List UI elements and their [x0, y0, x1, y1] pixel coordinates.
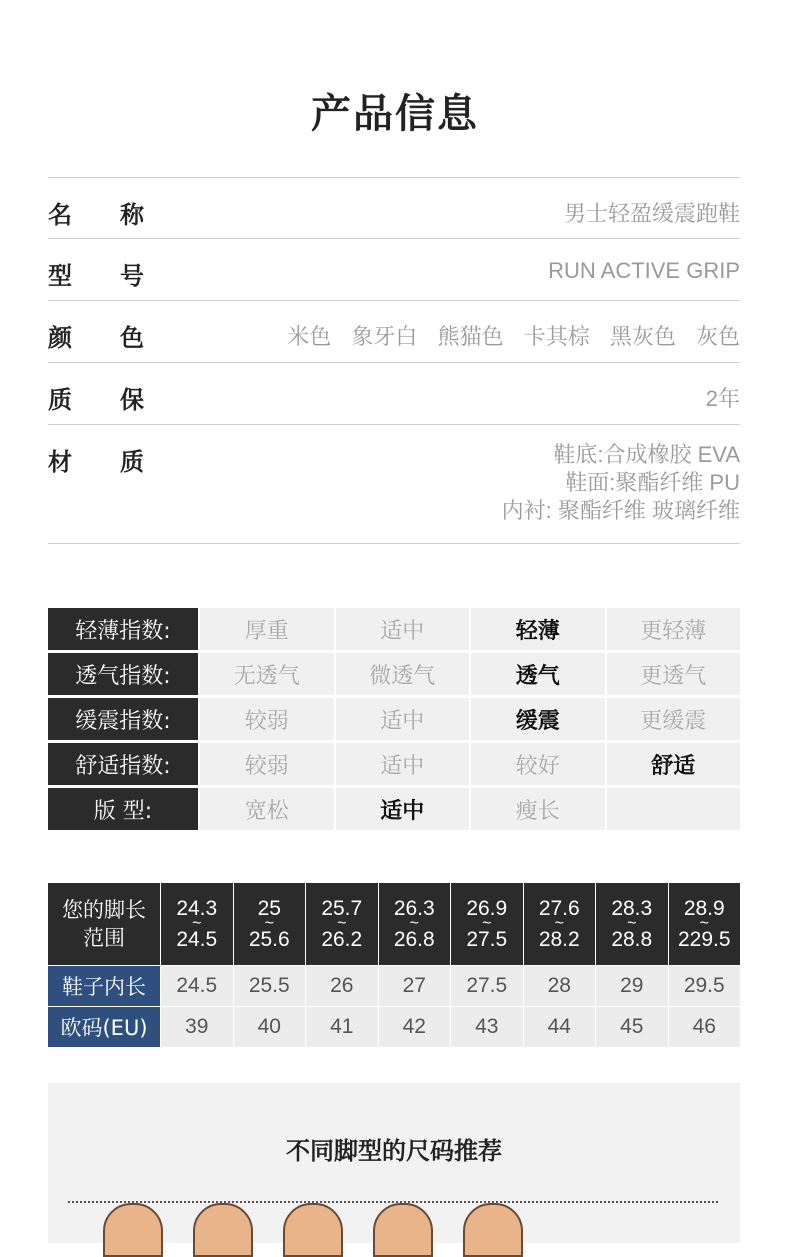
material-line: 鞋底:合成橡胶 EVA — [553, 442, 740, 467]
inner-length-cell: 26 — [306, 966, 378, 1006]
range-min: 26.3 — [393, 897, 435, 920]
range-tilde: ~ — [554, 915, 564, 932]
foot-illustration-icon — [283, 1203, 343, 1257]
info-label-warranty — [48, 363, 144, 424]
range-max: 27.5 — [466, 928, 508, 951]
range-max: 25.6 — [248, 928, 290, 951]
inner-length-cell: 29.5 — [669, 966, 741, 1006]
foot-range-cell — [451, 883, 523, 965]
info-row-warranty — [48, 362, 740, 424]
index-header: 缓震指数: — [48, 698, 198, 740]
inner-length-cell: 24.5 — [161, 966, 233, 1006]
range-max: 26.8 — [393, 928, 435, 951]
label-char: 保 — [120, 386, 144, 414]
label-char: 名 — [48, 201, 72, 229]
color-option: 熊猫色 — [437, 324, 504, 349]
range-min: 27.6 — [538, 897, 580, 920]
header-line: 范围 — [83, 926, 125, 950]
eu-size-cell: 39 — [161, 1007, 233, 1047]
index-header: 版 型: — [48, 788, 198, 830]
index-cell-empty — [607, 788, 741, 830]
info-row-model — [48, 238, 740, 300]
index-cell-selected: 透气 — [471, 653, 605, 695]
index-cell: 更透气 — [607, 653, 741, 695]
foot-illustration-icon — [193, 1203, 253, 1257]
product-name-value: 男士轻盈缓震跑鞋 — [563, 201, 740, 226]
index-row-cushioning — [48, 698, 740, 740]
material-line: 内衬: 聚酯纤维 玻璃纤维 — [501, 498, 740, 523]
index-cell: 宽松 — [200, 788, 334, 830]
recommendation-title: 不同脚型的尺码推荐 — [286, 1137, 502, 1165]
index-cell: 无透气 — [200, 653, 334, 695]
range-tilde: ~ — [699, 915, 709, 932]
eu-size-cell: 41 — [306, 1007, 378, 1047]
foot-range-cell — [161, 883, 233, 965]
range-tilde: ~ — [264, 915, 274, 932]
page-title: 产品信息 — [311, 91, 479, 137]
index-header: 透气指数: — [48, 653, 198, 695]
size-chart — [48, 883, 740, 1047]
inner-length-cell: 27.5 — [451, 966, 523, 1006]
color-values — [273, 301, 740, 362]
range-tilde: ~ — [482, 915, 492, 932]
index-cell-selected: 舒适 — [607, 743, 741, 785]
range-min: 26.9 — [466, 897, 508, 920]
range-min: 24.3 — [176, 897, 218, 920]
inner-length-cell: 25.5 — [234, 966, 306, 1006]
range-min: 28.9 — [683, 897, 725, 920]
index-cell: 较弱 — [200, 743, 334, 785]
foot-range-cell — [669, 883, 741, 965]
color-option: 灰色 — [695, 324, 740, 349]
inner-length-cell: 28 — [524, 966, 596, 1006]
foot-length-header — [48, 883, 160, 965]
range-max: 229.5 — [677, 928, 731, 951]
range-tilde: ~ — [409, 915, 419, 932]
index-cell: 适中 — [336, 608, 470, 650]
label-char: 材 — [48, 448, 72, 476]
eu-size-header: 欧码(EU) — [48, 1007, 160, 1047]
foot-range-cell — [306, 883, 378, 965]
index-cell: 更轻薄 — [607, 608, 741, 650]
dotted-baseline — [68, 1201, 718, 1203]
range-tilde: ~ — [192, 915, 202, 932]
inner-length-cell: 29 — [596, 966, 668, 1006]
info-label-model — [48, 239, 144, 300]
range-min: 25.7 — [321, 897, 363, 920]
foot-range-cell — [234, 883, 306, 965]
material-line: 鞋面:聚酯纤维 PU — [565, 470, 740, 495]
info-label-material — [48, 425, 144, 543]
foot-range-cell — [596, 883, 668, 965]
label-char: 质 — [120, 448, 144, 476]
material-values — [502, 425, 740, 543]
eu-size-cell: 40 — [234, 1007, 306, 1047]
info-label-name — [48, 178, 144, 238]
range-tilde: ~ — [337, 915, 347, 932]
size-recommendation-panel — [48, 1083, 740, 1243]
size-row-inner-length — [48, 966, 740, 1006]
label-char: 色 — [120, 324, 144, 352]
range-tilde: ~ — [627, 915, 637, 932]
index-cell-selected: 轻薄 — [471, 608, 605, 650]
range-max: 28.2 — [538, 928, 580, 951]
range-max: 24.5 — [176, 928, 218, 951]
product-info-table — [48, 177, 740, 544]
eu-size-cell: 42 — [379, 1007, 451, 1047]
inner-length-header: 鞋子内长 — [48, 966, 160, 1006]
range-min: 25 — [257, 897, 281, 920]
color-option: 黑灰色 — [609, 324, 676, 349]
foot-illustration-icon — [103, 1203, 163, 1257]
index-cell: 厚重 — [200, 608, 334, 650]
label-char: 称 — [120, 201, 144, 229]
info-row-material — [48, 424, 740, 544]
size-row-eu — [48, 1007, 740, 1047]
range-max: 28.8 — [611, 928, 653, 951]
inner-length-cell: 27 — [379, 966, 451, 1006]
label-char: 型 — [48, 262, 72, 290]
color-option: 卡其棕 — [523, 324, 590, 349]
foot-illustration-icon — [373, 1203, 433, 1257]
color-option: 象牙白 — [351, 324, 418, 349]
foot-range-cell — [379, 883, 451, 965]
index-row-breathability — [48, 653, 740, 695]
warranty-value: 2年 — [705, 386, 740, 411]
info-label-color — [48, 301, 144, 362]
index-cell: 更缓震 — [607, 698, 741, 740]
index-row-fit — [48, 788, 740, 830]
index-cell: 较弱 — [200, 698, 334, 740]
range-min: 28.3 — [611, 897, 653, 920]
index-cell: 较好 — [471, 743, 605, 785]
size-row-foot-length — [48, 883, 740, 965]
index-header: 轻薄指数: — [48, 608, 198, 650]
index-row-comfort — [48, 743, 740, 785]
index-header: 舒适指数: — [48, 743, 198, 785]
index-cell: 适中 — [336, 743, 470, 785]
foot-illustration-icon — [463, 1203, 523, 1257]
eu-size-cell: 44 — [524, 1007, 596, 1047]
eu-size-cell: 45 — [596, 1007, 668, 1047]
label-char: 质 — [48, 386, 72, 414]
info-row-name — [48, 177, 740, 238]
color-option: 米色 — [287, 324, 332, 349]
eu-size-cell: 46 — [669, 1007, 741, 1047]
label-char: 颜 — [48, 324, 72, 352]
label-char: 号 — [120, 262, 144, 290]
index-cell: 微透气 — [336, 653, 470, 695]
feature-index-table — [48, 608, 740, 833]
foot-range-cell — [524, 883, 596, 965]
index-cell-selected: 缓震 — [471, 698, 605, 740]
range-max: 26.2 — [321, 928, 363, 951]
header-line: 您的脚长 — [62, 898, 146, 922]
eu-size-cell: 43 — [451, 1007, 523, 1047]
index-cell-selected: 适中 — [336, 788, 470, 830]
info-row-color — [48, 300, 740, 362]
index-cell: 瘦长 — [471, 788, 605, 830]
model-value: RUN ACTIVE GRIP — [548, 258, 740, 283]
index-cell: 适中 — [336, 698, 470, 740]
index-row-lightness — [48, 608, 740, 650]
